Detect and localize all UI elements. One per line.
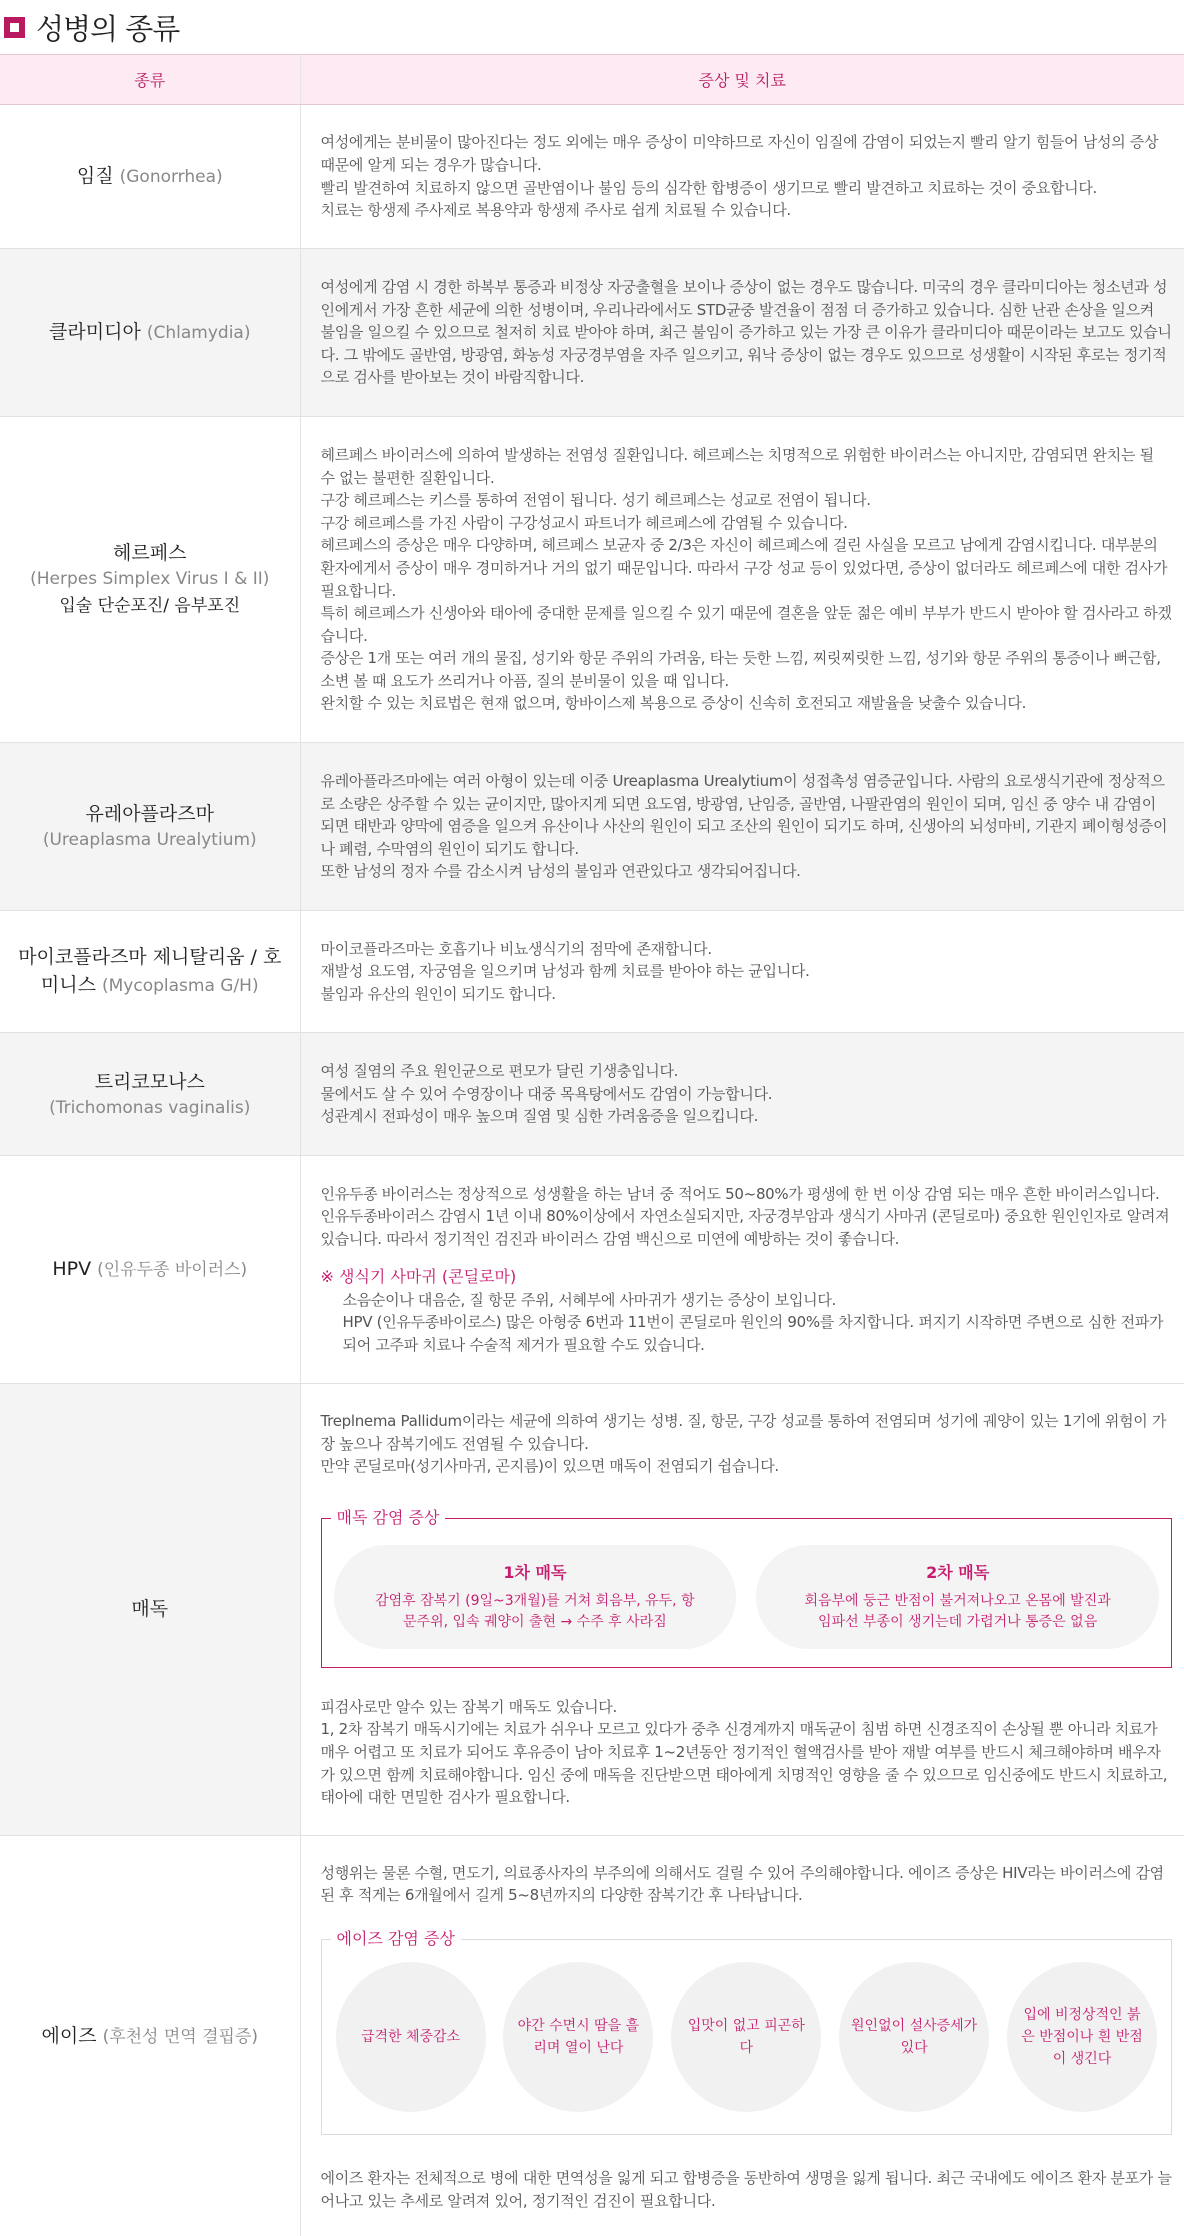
table-row [0, 1835, 1184, 2236]
disease-description [300, 417, 1184, 743]
disease-description [300, 1156, 1184, 1384]
description-paragraph: 여성에게는 분비물이 많아진다는 정도 외에는 매우 증상이 미약하므로 자신이 임질에 감염이 되었는지 빨리 알기 힘들어 남성의 증상 때문에 알게 되는 경우가 많습니다. [320, 133, 1159, 174]
aids-symptoms [321, 1939, 1173, 2135]
disease-name-cell [0, 1033, 300, 1156]
disease-name [10, 1255, 290, 1284]
disease-korean-name: 임질 [76, 165, 114, 187]
description-paragraph: 구강 헤르페스는 키스를 통하여 전염이 됩니다. 성기 헤르페스는 성교로 전염이 됩니다. [320, 491, 871, 510]
table-row [0, 911, 1184, 1033]
description-paragraph: 성관계시 전파성이 매우 높으며 질염 및 심한 가려움증을 일으킵니다. [320, 1107, 759, 1126]
disease-description [300, 911, 1184, 1033]
disease-description [300, 1835, 1184, 2236]
description-paragraph: Treplnema Pallidum이라는 세균에 의하여 생기는 성병. 질, 항문, 구강 성교를 통하여 전염되며 성기에 궤양이 있는 1기에 위험이 가장 높으나 잠복기에도 전염될 수 있습니다. [320, 1412, 1167, 1453]
description-paragraph: 재발성 요도염, 자궁염을 일으키며 남성과 함께 치료를 받아야 하는 균입니다. [320, 962, 810, 981]
table-row [0, 743, 1184, 911]
description-paragraph: 헤르페스의 증상은 매우 다양하며, 헤르페스 보균자 중 2/3은 자신이 헤르페스에 걸린 사실을 모르고 남에게 감염시킵니다. 대부분의 환자에게서 증상이 매우 경미하거나 거의 없기 때문입니다. 따라서 구강 성교 등이 있었다면, 증상이 없더라도 헤르페스에 대한 검사가 필요합니다. [320, 536, 1168, 600]
description-paragraph: 1, 2차 잠복기 매독시기에는 치료가 쉬우나 모르고 있다가 중추 신경계까지 매독균이 침범 하면 신경조직이 손상될 뿐 아니라 치료가 매우 어렵고 또 치료가 되어도 후유증이 남아 치료후 1~2년동안 정기적인 혈액검사를 받아 재발 여부를 반드시 체크해야하며 배우자가 있으면 함께 치료해야합니다. 임신 중에 매독을 진단받으면 태아에게 치명적인 영향을 줄 수 있으므로 임신중에도 반드시 치료하고, 태아에 대한 면밀한 검사가 필요합니다. [320, 1720, 1168, 1807]
disease-name [10, 318, 290, 347]
disease-description [300, 1384, 1184, 1836]
disease-korean-name: 헤르페스 [113, 542, 187, 564]
disease-name-cell [0, 911, 300, 1033]
description-paragraph: 마이코플라즈마는 호흡기나 비뇨생식기의 점막에 존재합니다. [320, 939, 712, 958]
description-paragraph: 치료는 항생제 주사제로 복용약과 항생제 주사로 쉽게 치료될 수 있습니다. [320, 201, 791, 220]
disease-alt-name: 입술 단순포진/ 음부포진 [59, 596, 241, 616]
description-paragraph: 여성에게 감염 시 경한 하복부 통증과 비정상 자궁출혈을 보이나 증상이 없는 경우도 많습니다. 미국의 경우 클라미디아는 청소년과 성인에게서 가장 흔한 세균에 의한 성병이며, 우리나라에서도 STD균중 발견율이 점점 더 증가하고 있습니다. 심한 난관 손상을 일으켜 불임을 일으킬 수 있으므로 철저히 치료 받아야 하며, 최근 불임이 증가하고 있는 가장 큰 이유가 클라미디아 때문이라는 보고도 있습니다. 그 밖에도 골반염, 방광염, 화농성 자궁경부염을 자주 일으키고, 워낙 증상이 없는 경우도 있으므로 성생활이 시작된 후로는 정기적으로 검사를 받아보는 것이 바람직합니다. [320, 278, 1172, 387]
aids-symptom-box [321, 1928, 1173, 2135]
disease-english-name: (Mycoplasma G/H) [102, 976, 259, 996]
disease-name-cell [0, 1835, 300, 2236]
stage-card-primary [334, 1545, 737, 1649]
table-row [0, 1384, 1184, 1836]
disease-english-name: (후천성 면역 결핍증) [102, 2027, 259, 2048]
description-paragraph: 성행위는 물론 수혈, 면도기, 의료종사자의 부주의에 의해서도 걸릴 수 있어 주의해야합니다. 에이즈 증상은 HIV라는 바이러스에 감염된 후 적게는 6개월에서 길게 5~8년까지의 다양한 잠복기간 후 나타납니다. [320, 1863, 1164, 1905]
description-paragraph: 완치할 수 있는 치료법은 현재 없으며, 항바이스제 복용으로 증상이 신속히 호전되고 재발율을 낮출수 있습니다. [320, 694, 1027, 713]
disease-name-cell [0, 1384, 300, 1836]
disease-name [10, 162, 290, 191]
description-paragraph: 불임과 유산의 원인이 되기도 합니다. [320, 984, 556, 1003]
disease-description [300, 249, 1184, 417]
symptom-circle: 입에 비정상적인 붉은 반점이나 흰 반점이 생긴다 [1007, 1962, 1157, 2112]
description-paragraph: 증상은 1개 또는 여러 개의 물집, 성기와 항문 주위의 가려움, 타는 듯한 느낌, 찌릿찌릿한 느낌, 성기와 항문 주위의 통증이나 뻐근함, 소변 볼 때 요도가 쓰리거나 아픔, 질의 분비물이 있을 때 입니다. [320, 649, 1161, 690]
table-row [0, 105, 1184, 249]
stage-title: 1차 매독 [503, 1562, 567, 1582]
box-legend: 매독 감염 증상 [331, 1507, 446, 1529]
description-paragraph: 유레아플라즈마에는 여러 아형이 있는데 이중 Ureaplasma Urealytium이 성접촉성 염증균입니다. 사람의 요로생식기관에 정상적으로 소량은 상주할 수 있는 균이지만, 많아지게 되면 요도염, 방광염, 난임증, 골반염, 나팔관염의 원인이 되며, 임신 중 양수 내 감염이 되면 태반과 양막에 염증을 일으켜 유산이나 사산의 원인이 되고 조산의 원인이 되기도 하며, 신생아의 뇌성마비, 기관지 폐이형성증이나 폐렴, 수막염의 원인이 되기도 합니다. [320, 772, 1168, 858]
square-bullet-icon [4, 17, 25, 38]
stage-text: 감염후 잠복기 (9일~3개월)를 거쳐 회음부, 유두, 항문주위, 입속 궤양이 출현 → 수주 후 사라짐 [375, 1592, 695, 1630]
disease-korean-name: 유레아플라즈마 [85, 803, 214, 825]
description-paragraph: 인유두종 바이러스는 정상적으로 성생활을 하는 남녀 중 적어도 50~80%가 평생에 한 번 이상 감염 되는 매우 흔한 바이러스입니다. 인유두종바이러스 감염시 1년 이내 80%이상에서 자연소실되지만, 자궁경부암과 생식기 사마귀 (콘딜로마) 중요한 원인인자로 알려져 있습니다. 따라서 정기적인 검진과 바이러스 감염 백신으로 미연에 예방하는 것이 좋습니다. [320, 1184, 1170, 1248]
note-line: 소음순이나 대음순, 질 항문 주위, 서혜부에 사마귀가 생기는 증상이 보입니다. [342, 1290, 837, 1309]
box-legend: 에이즈 감염 증상 [331, 1928, 461, 1950]
description-paragraph: 물에서도 살 수 있어 수영장이나 대중 목욕탕에서도 감염이 가능합니다. [320, 1084, 773, 1103]
disease-korean-name: 마이코플라즈마 제니탈리움 / 호미니스 [18, 946, 282, 996]
symptom-circle: 입맛이 없고 피곤하다 [671, 1962, 821, 2112]
description-paragraph: 피검사로만 알수 있는 잠복기 매독도 있습니다. [320, 1697, 617, 1716]
disease-name [10, 2022, 290, 2051]
disease-name-cell [0, 1156, 300, 1384]
disease-english-name: (인유두종 바이러스) [97, 1260, 248, 1280]
description-paragraph: 구강 헤르페스를 가진 사람이 구강성교시 파트너가 헤르페스에 감염될 수 있습니다. [320, 513, 848, 532]
genital-wart-note-title: ※ 생식기 사마귀 (콘딜로마) [320, 1266, 517, 1286]
disease-english-name: (Trichomonas vaginalis) [49, 1097, 251, 1118]
symptom-circle: 야간 수면시 땀을 흘리며 열이 난다 [503, 1962, 653, 2112]
disease-name-cell [0, 105, 300, 249]
table-header-row [0, 55, 1184, 105]
disease-name-cell [0, 249, 300, 417]
description-paragraph: 만약 콘딜로마(성기사마귀, 곤지름)이 있으면 매독이 전염되기 쉽습니다. [320, 1457, 779, 1476]
disease-description [300, 1033, 1184, 1156]
disease-name-cell [0, 417, 300, 743]
table-row [0, 417, 1184, 743]
stage-card-secondary [756, 1545, 1159, 1649]
disease-korean-name: 트리코모나스 [94, 1070, 205, 1093]
disease-english-name: (Herpes Simplex Virus I & II) [30, 569, 270, 589]
symptom-circle: 원인없이 설사증세가 있다 [839, 1962, 989, 2112]
syphilis-symptom-box [321, 1507, 1173, 1668]
symptom-circle: 급격한 체중감소 [336, 1962, 486, 2112]
table-row [0, 249, 1184, 417]
std-types-table [0, 54, 1184, 2236]
page-title: 성병의 종류 [36, 11, 180, 46]
table-row [0, 1033, 1184, 1156]
column-header-symptoms: 증상 및 치료 [300, 55, 1184, 105]
disease-english-name: (Chlamydia) [146, 323, 251, 343]
disease-english-name: (Ureaplasma Urealytium) [42, 830, 257, 850]
table-row [0, 1156, 1184, 1384]
disease-korean-name: 클라미디아 [49, 321, 141, 343]
stage-title: 2차 매독 [926, 1562, 990, 1582]
disease-korean-name: HPV [52, 1258, 92, 1280]
description-paragraph: 빨리 발견하여 치료하지 않으면 골반염이나 불임 등의 심각한 합병증이 생기므로 빨리 발견하고 치료하는 것이 중요합니다. [320, 178, 1098, 197]
disease-korean-name: 에이즈 [41, 2025, 97, 2048]
description-paragraph: 헤르페스 바이러스에 의하여 발생하는 전염성 질환입니다. 헤르페스는 치명적으로 위험한 바이러스는 아니지만, 감염되면 완치는 될 수 없는 불편한 질환입니다. [320, 445, 1154, 487]
disease-name [10, 943, 290, 1000]
description-paragraph: 특히 헤르페스가 신생아와 태아에 중대한 문제를 일으킬 수 있기 때문에 결혼을 앞둔 젊은 예비 부부가 반드시 받아야 할 검사라고 하겠습니다. [320, 604, 1172, 645]
note-line: HPV (인유두종바이로스) 많은 아형중 6번과 11번이 콘딜로마 원인의 90%를 차지합니다. 퍼지기 시작하면 주변으로 심한 전파가 되어 고주파 치료나 수술적 제거가 필요할 수도 있습니다. [342, 1313, 1164, 1354]
page-header [0, 0, 1184, 54]
disease-name-cell [0, 743, 300, 911]
column-header-type: 종류 [0, 55, 300, 105]
description-paragraph: 또한 남성의 정자 수를 감소시켜 남성의 불임과 연관있다고 생각되어집니다. [320, 862, 801, 881]
disease-description [300, 105, 1184, 249]
disease-korean-name: 매독 [131, 1598, 169, 1621]
disease-description [300, 743, 1184, 911]
syphilis-stages [321, 1518, 1173, 1668]
description-paragraph: 여성 질염의 주요 원인균으로 편모가 달린 기생충입니다. [320, 1062, 679, 1081]
disease-english-name: (Gonorrhea) [119, 167, 223, 187]
stage-text: 회음부에 둥근 반점이 불거져나오고 온몸에 발진과 임파선 부종이 생기는데 가렵거나 통증은 없음 [804, 1592, 1111, 1630]
description-paragraph: 에이즈 환자는 전체적으로 병에 대한 면역성을 잃게 되고 합병증을 동반하여 생명을 잃게 됩니다. 최근 국내에도 에이즈 환자 분포가 늘어나고 있는 추세로 알려져 있어, 정기적인 검진이 필요합니다. [320, 2168, 1172, 2210]
